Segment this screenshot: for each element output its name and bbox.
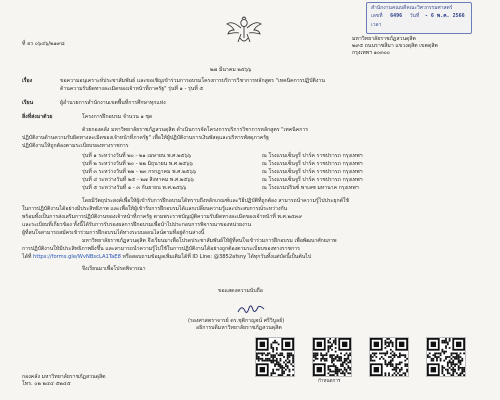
link-suffix: หรือสอบถามข้อมูลเพิ่มเติมได้ที่ ID Line: @3852afsny ได้ทุกวันทั้งแต่บัดนี้เป็นต้นไป: [120, 254, 312, 260]
session-1-venue: ณ โรงแรมเซ็นจูรี่ ปาร์ค ราชปรารภ กรุงเทพฯ: [262, 153, 363, 159]
session-5-venue: ณ โรงแรมปรินซ์ พาเลซ มหานาค กรุงเทพฯ: [262, 185, 359, 191]
letter-date: ๒๗ มีนาคม ๒๕๖๖: [210, 67, 252, 73]
signer-name: (รองศาสตราจารย์ ดร.ชุติกาญจน์ ศรีวิบูลย์): [188, 318, 285, 324]
closing-text: จึงเรียนมาเพื่อโปรดพิจารณา: [82, 266, 146, 272]
sender-line-3: กรุงเทพฯ ๑๐๓๐๐: [352, 50, 390, 56]
body2-line-2: การปฏิบัติงานให้มีประสิทธิภาพยิ่งขึ้น และสามารถนำความรู้ไปใช้ในการปฏิบัติงานได้อย่างถูกต้องตามระเบียบของทางราชการ: [22, 246, 300, 252]
session-3-venue: ณ โรงแรมเซ็นจูรี่ ปาร์ค ราชปรารภ กรุงเทพฯ: [262, 169, 363, 175]
receipt-stamp: [366, 2, 472, 34]
session-3-date: รุ่นที่ ๓ ระหว่างวันที่ ๒๒ - ๒๓ กรกฎาคม พ.ศ.๒๕๖๖: [82, 169, 197, 175]
document-number: ที่ อว ๐๖๔๖/๒๑๙๘: [22, 41, 65, 47]
body-line-2: ในการปฏิบัติงานได้อย่างมีประสิทธิภาพ และเพื่อให้ผู้เข้ารับการฝึกอบรมได้แลกเปลี่ยนความรู้และประสบการณ์ระหว่างกัน: [22, 206, 288, 212]
stamp-number-label: เลขที่: [371, 13, 383, 19]
garuda-emblem-icon: [224, 8, 264, 48]
salutation-text: ผู้อำนวยการสำนักงานเขตพื้นที่การศึกษาทุกแห่ง: [60, 100, 166, 106]
signature-icon: [236, 302, 266, 316]
regards-text: ขอแสดงความนับถือ: [218, 288, 263, 294]
footer-phone: โทร. ๐๒ ๒๔๔ ๕๒๔๕: [22, 381, 71, 387]
enclosure-text: โครงการฝึกอบรม จำนวน ๑ ชุด: [82, 114, 153, 120]
registration-link[interactable]: https://forms.gle/WvNBscLA1TaE8: [33, 254, 121, 260]
session-4-venue: ณ โรงแรมเซ็นจูรี่ ปาร์ค ราชปรารภ กรุงเทพฯ: [262, 177, 363, 183]
subject-label: เรื่อง: [22, 78, 33, 84]
link-prefix: ได้ที่: [22, 254, 34, 260]
body-line-3: พร้อมทั้งเป็นการส่งเสริมการปฏิบัติงานของเจ้าหน้าที่ภาครัฐ ตามพระราชบัญญัติความรับผิดทางละเมิดของเจ้าหน้าที่ พ.ศ.๒๕๓๙: [22, 214, 303, 220]
session-2-date: รุ่นที่ ๒ ระหว่างวันที่ ๒๐ - ๒๒ มิถุนายน พ.ศ.๒๕๖๖: [82, 161, 193, 167]
qr-code-icon: [312, 337, 352, 377]
session-1-date: รุ่นที่ ๑ ระหว่างวันที่ ๒๐ - ๒๑ เมษายน พ.ศ.๒๕๖๖: [82, 153, 192, 159]
body2-line-1: มหาวิทยาลัยราชภัฏสวนดุสิต จึงเรียนมาเพื่อโปรดประชาสัมพันธ์ให้ผู้ที่สนใจเข้าร่วมการฝึกอบรม เพื่อพัฒนาศักยภาพ: [82, 238, 337, 244]
footer-office: กองคลัง มหาวิทยาลัยราชภัฏสวนดุสิต: [22, 374, 106, 380]
session-5-date: รุ่นที่ ๕ ระหว่างวันที่ ๑ - ๓ กันยายน พ.ศ.๒๕๖๖: [82, 185, 187, 191]
session-2-venue: ณ โรงแรมเซ็นจูรี่ ปาร์ค ราชปรารภ กรุงเทพฯ: [262, 161, 363, 167]
body-line-5: ผู้ที่สนใจสามารถสมัครเข้าร่วมการฝึกอบรมได้ทางระบบออนไลน์ตามที่อยู่ด้านล่างนี้: [22, 230, 205, 236]
subject-line-2: ด้านความรับผิดทางละเมิดของเจ้าหน้าที่ภาครัฐ" รุ่นที่ ๑ - รุ่นที่ ๕: [60, 86, 204, 92]
body-line-4: และระเบียบที่เกี่ยวข้อง ทั้งนี้ได้รับการรับรองผลการฝึกอบรมเพื่อนำไปประกอบการพิจารณาของหน่วยงาน: [22, 222, 252, 228]
subject-line-1: ขอความอนุเคราะห์ประชาสัมพันธ์ และขอเชิญเข้าร่วมการอบรมโครงการบริการวิชาการหลักสูตร "เทคนิคการปฏิบัติงาน: [60, 78, 325, 84]
stamp-number: 6496: [390, 13, 403, 19]
session-4-date: รุ่นที่ ๔ ระหว่างวันที่ ๒๕ - ๒๗ สิงหาคม พ.ศ.๒๕๖๖: [82, 177, 194, 183]
stamp-date-label: วันที่: [409, 13, 420, 19]
intro-line-3: ปฏิบัติงานให้ถูกต้องตามระเบียบของทางราชการ: [22, 143, 129, 149]
qr-code-icon: [255, 337, 295, 377]
signer-title: อธิการบดีมหาวิทยาลัยราชภัฏสวนดุสิต: [196, 325, 282, 331]
qr-label-2: กำหนดการ: [318, 379, 341, 384]
stamp-office: สำนักงานคณบดีคณะวิศวกรรมศาสตร์: [371, 5, 453, 11]
registration-line: [22, 254, 311, 261]
intro-line-2: ปฏิบัติงานด้านความรับผิดทางละเมิดของเจ้าหน้าที่ภาครัฐ" เพื่อให้ผู้ปฏิบัติงานการเงินพัสดุและบริหารพัสดุภาครัฐ: [22, 135, 269, 141]
sender-line-2: ๒๙๕ ถนนราชสีมา แขวงดุสิต เขตดุสิต: [352, 43, 438, 49]
sender-line-1: มหาวิทยาลัยราชภัฏสวนดุสิต: [352, 36, 416, 42]
qr-code-icon: [426, 337, 466, 377]
stamp-date: - 6 พ.ค. 2566: [424, 13, 465, 19]
qr-code-icon: [369, 337, 409, 377]
salutation-label: เรียน: [22, 100, 34, 106]
body-line-1: โดยมีวัตถุประสงค์เพื่อให้ผู้เข้ารับการฝึกอบรมได้ทราบถึงหลักเกณฑ์และวิธีปฏิบัติที่ถูกต้อง สามารถนำความรู้ไปประยุกต์ใช้: [82, 198, 350, 204]
intro-line-1: ด้วยกองคลัง มหาวิทยาลัยราชภัฏสวนดุสิต ดำเนินการจัดโครงการบริการวิชาการหลักสูตร "เทคนิคการ: [82, 127, 309, 133]
stamp-time-label: เวลา: [371, 22, 382, 28]
enclosure-label: สิ่งที่ส่งมาด้วย: [22, 114, 53, 120]
